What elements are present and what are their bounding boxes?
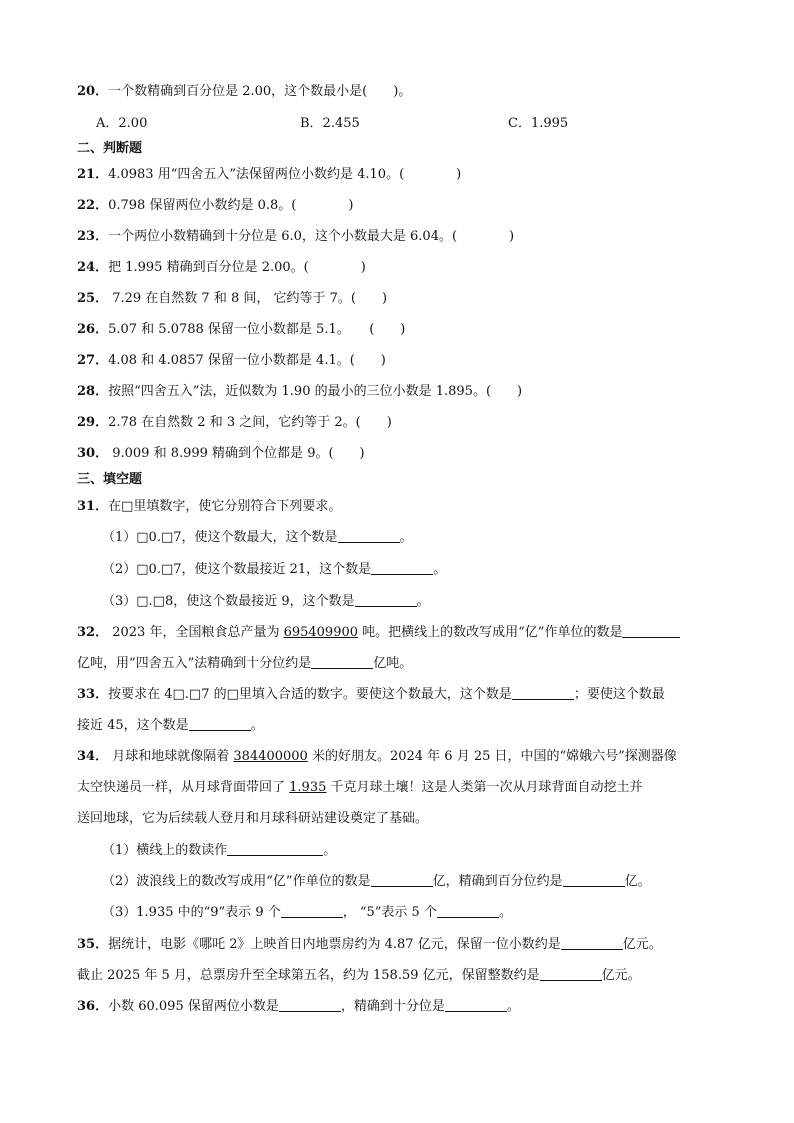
question-number: 31． (77, 499, 109, 514)
question-text: 按照“四舍五入”法，近似数为 1.90 的最小的三位小数是 1.895。( ) (108, 384, 523, 399)
question-34-sub-2 (102, 873, 651, 891)
sub-text-end: 。 (416, 594, 430, 609)
question-text: 5.07 和 5.0788 保留一位小数都是 5.1。 ( ) (108, 322, 406, 337)
question-number: 23． (77, 229, 109, 244)
sub-text: （3）□.□8，使这个数最接近 9，这个数是 (102, 594, 355, 609)
answer-blank[interactable] (512, 686, 574, 700)
sub-text-end: 。 (498, 905, 512, 920)
question-text-end: 。 (250, 718, 264, 733)
sub-text: （1）横线上的数读作 (102, 843, 228, 858)
question-26 (77, 321, 405, 339)
answer-blank[interactable] (540, 967, 602, 981)
question-text: 0.798 保留两位小数约是 0.8。( ) (108, 198, 354, 213)
sub-text: （2）□0.□7，使这个数最接近 21，这个数是 (102, 562, 372, 577)
underlined-number: 384400000 (233, 749, 308, 764)
answer-blank[interactable] (227, 842, 323, 856)
option-a: A．2.00 (96, 116, 148, 131)
question-34-line-2 (77, 779, 643, 797)
question-31-sub-3 (102, 593, 430, 611)
question-number: 28． (77, 384, 109, 399)
question-text: 太空快递员一样，从月球背面带回了 (77, 780, 290, 795)
question-text-end: 亿元。 (622, 937, 662, 952)
question-34-sub-1 (102, 842, 336, 860)
sub-text-end: 。 (323, 843, 337, 858)
section-heading-judgement: 二、判断题 (77, 141, 143, 156)
question-number: 22． (77, 198, 109, 213)
question-number: 34． (77, 749, 109, 764)
question-text: 米的好朋友。2024 年 6 月 25 日，中国的“嫦娥六号”探测器像 (307, 749, 677, 764)
question-number: 29． (77, 415, 109, 430)
question-text: ，精确到十分位是 (340, 999, 445, 1014)
question-number: 32． (77, 625, 109, 640)
sub-text-end: 亿。 (624, 874, 651, 889)
question-number: 25． (77, 291, 109, 306)
question-number: 20． (77, 84, 109, 99)
sub-text: ， “5”表示 5 个 (342, 905, 437, 920)
underlined-number: 695409900 (283, 625, 359, 640)
question-text: 把 1.995 精确到百分位是 2.00。( ) (108, 260, 366, 275)
question-25 (77, 290, 387, 308)
question-text: 4.0983 用“四舍五入”法保留两位小数约是 4.10。( ) (108, 167, 462, 182)
sub-text: （1）□0.□7，使这个数最大，这个数是 (102, 530, 338, 545)
sub-text-end: 。 (399, 530, 413, 545)
sub-text-end: 。 (433, 562, 447, 577)
answer-blank[interactable] (371, 561, 433, 575)
question-number: 27． (77, 353, 109, 368)
question-number: 36． (77, 999, 109, 1014)
question-text: 千克月球土壤！这是人类第一次从月球背面自动挖土并 (326, 780, 643, 795)
question-text-end: 。 (506, 999, 520, 1014)
answer-blank[interactable] (281, 904, 343, 918)
question-24 (77, 259, 366, 277)
option-b: B．2.455 (300, 116, 360, 131)
question-text: 2.78 在自然数 2 和 3 之间，它约等于 2。( ) (108, 415, 392, 430)
question-text: 据统计，电影《哪吒 2》上映首日内地票房约为 4.87 亿元，保留一位小数约是 (108, 937, 561, 952)
option-c: C．1.995 (508, 116, 569, 131)
question-text: 截止 2025 年 5 月，总票房升至全球第五名，约为 158.59 亿元，保留整数约是 (77, 968, 540, 983)
question-34-line-3: 送回地球，它为后续载人登月和月球科研站建设奠定了基础。 (77, 811, 429, 826)
sub-text: （3）1.935 中的“9”表示 9 个 (102, 905, 281, 920)
question-number: 30． (77, 446, 109, 461)
question-31 (77, 498, 341, 516)
question-text: 一个两位小数精确到十分位是 6.0，这个小数最大是 6.04。( ) (108, 229, 515, 244)
question-text: 月球和地球就像隔着 (108, 749, 234, 764)
question-31-sub-1 (102, 529, 413, 547)
question-27 (77, 352, 386, 370)
question-text: 7.29 在自然数 7 和 8 间， 它约等于 7。( ) (108, 291, 388, 306)
question-34-sub-3 (102, 904, 512, 922)
question-34 (77, 748, 677, 766)
question-number: 21． (77, 167, 109, 182)
question-22 (77, 197, 353, 215)
answer-blank[interactable] (189, 717, 251, 731)
answer-blank[interactable] (622, 624, 680, 638)
answer-blank[interactable] (355, 593, 417, 607)
question-32-line-2 (77, 655, 412, 673)
sub-text: （2）波浪线上的数改写成用“亿”作单位的数是 (102, 874, 371, 889)
question-23 (77, 228, 514, 246)
question-number: 24． (77, 260, 109, 275)
question-text: 2023 年，全国粮食总产量为 (108, 625, 284, 640)
answer-blank[interactable] (445, 998, 507, 1012)
question-text: 按要求在 4□.□7 的□里填入合适的数字。要使这个数最大，这个数是 (108, 687, 512, 702)
question-text: 小数 60.095 保留两位小数是 (108, 999, 279, 1014)
answer-blank[interactable] (371, 873, 433, 887)
section-heading-fill-blank: 三、填空题 (77, 472, 143, 487)
question-33-line-2 (77, 717, 264, 735)
question-21 (77, 166, 461, 184)
question-text-end: 亿吨。 (373, 656, 413, 671)
question-number: 35． (77, 937, 109, 952)
question-number: 26． (77, 322, 109, 337)
question-31-sub-2 (102, 561, 446, 579)
question-text: 吨。把横线上的数改写成用“亿”作单位的数是 (358, 625, 623, 640)
question-text: ；要使这个数最 (573, 687, 665, 702)
question-36 (77, 998, 520, 1016)
question-29 (77, 414, 392, 432)
answer-blank[interactable] (279, 998, 341, 1012)
sub-text: 亿，精确到百分位约是 (432, 874, 563, 889)
question-20 (77, 83, 411, 101)
question-text: 一个数精确到百分位是 2.00，这个数最小是( )。 (108, 84, 412, 99)
question-30 (77, 445, 365, 463)
question-text: 在□里填数字，使它分别符合下列要求。 (108, 499, 342, 514)
question-text: 接近 45，这个数是 (77, 718, 189, 733)
answer-blank[interactable] (338, 529, 400, 543)
question-35-line-2 (77, 967, 641, 985)
question-text-end: 亿元。 (601, 968, 641, 983)
question-28 (77, 383, 522, 401)
question-35 (77, 936, 662, 954)
question-text: 亿吨，用“四舍五入”法精确到十分位约是 (77, 656, 312, 671)
answer-blank[interactable] (561, 936, 623, 950)
question-32 (77, 624, 680, 642)
answer-blank[interactable] (437, 904, 499, 918)
question-text: 9.009 和 8.999 精确到个位都是 9。( ) (108, 446, 365, 461)
answer-blank[interactable] (311, 655, 373, 669)
answer-blank[interactable] (563, 873, 625, 887)
question-33 (77, 686, 665, 704)
wavy-underlined-number: 1.935 (289, 780, 327, 795)
question-text: 4.08 和 4.0857 保留一位小数都是 4.1。( ) (108, 353, 386, 368)
question-number: 33． (77, 687, 109, 702)
